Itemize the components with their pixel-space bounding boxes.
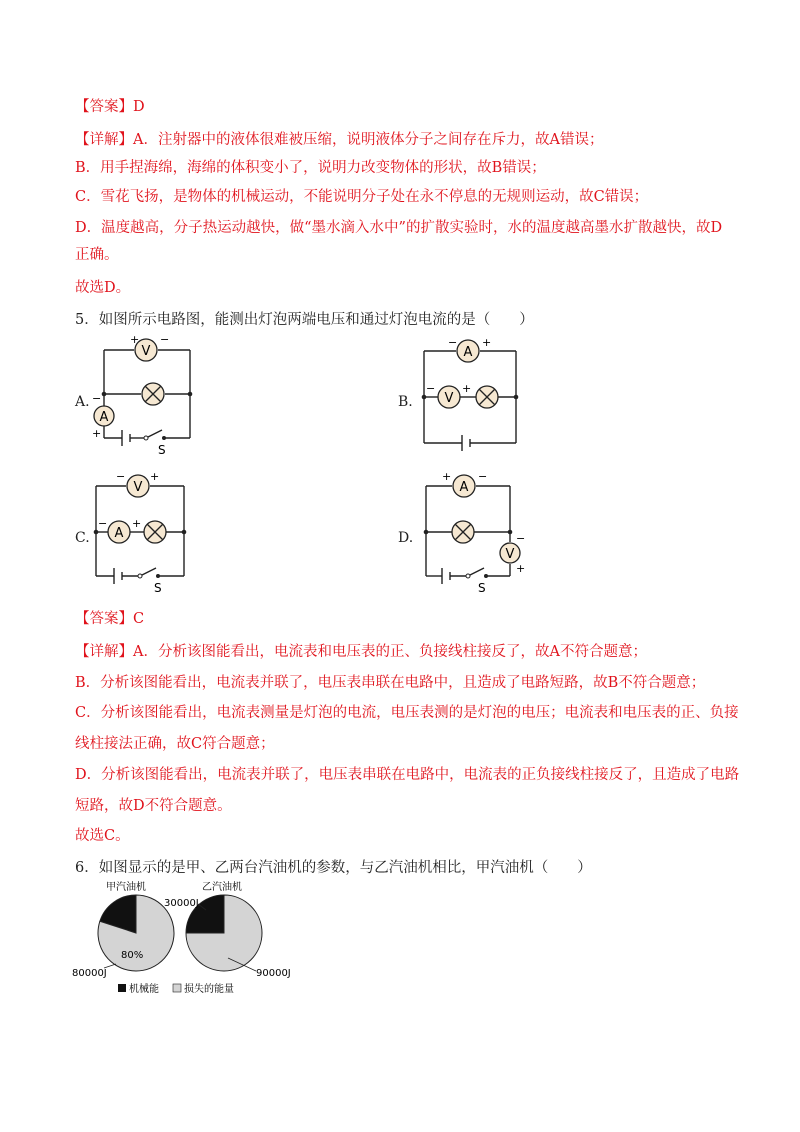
circuit-c-diagram — [88, 466, 200, 596]
pie-title-yi: 乙汽油机 — [202, 882, 242, 893]
q5-detail-line: C．分析该图能看出，电流表测量是灯泡的电流，电压表测的是灯泡的电压；电流表和电压表的正、负接 — [75, 705, 739, 721]
q5-detail-line: D．分析该图能看出，电流表并联了，电压表串联在电路中，电流表的正负接线柱接反了，且造成了电路 — [75, 767, 740, 783]
pie-yi-lost-label: 90000J — [256, 968, 291, 979]
pie-title-jia: 甲汽油机 — [106, 882, 146, 893]
svg-text:−: − — [92, 392, 102, 405]
svg-text:+: + — [516, 562, 526, 575]
engine-pie-charts — [68, 878, 308, 1000]
legend-swatch-mechanical — [118, 984, 126, 992]
q5-detail-line: B．分析该图能看出，电流表并联了，电压表串联在电路中，且造成了电路短路，故B不符合题意； — [75, 675, 706, 691]
q5-detail-line: 线柱接法正确，故C符合题意； — [75, 736, 275, 752]
svg-text:+: + — [92, 427, 102, 440]
q5-detail-line: 短路，故D不符合题意。 — [75, 798, 232, 814]
q6-question: 6．如图显示的是甲、乙两台汽油机的参数，与乙汽油机相比，甲汽油机（ ） — [75, 860, 592, 876]
svg-text:+: + — [462, 382, 472, 395]
svg-text:+: + — [130, 333, 140, 346]
q5-detail-line: 【详解】A．分析该图能看出，电流表和电压表的正、负接线柱接反了，故A不符合题意； — [75, 644, 647, 660]
q4-choice: 故选D。 — [75, 280, 131, 296]
svg-text:V: V — [444, 391, 454, 406]
option-a-label: A. — [75, 394, 90, 410]
svg-text:A: A — [463, 345, 473, 360]
svg-text:−: − — [116, 470, 126, 483]
option-b-label: B. — [398, 394, 413, 410]
pie-jia-percent-label: 80% — [121, 950, 144, 961]
svg-text:A: A — [459, 480, 469, 495]
legend-swatch-lost — [173, 984, 181, 992]
svg-text:−: − — [516, 532, 526, 545]
svg-text:V: V — [505, 547, 515, 562]
legend-mechanical: 机械能 — [129, 984, 159, 995]
legend-lost: 损失的能量 — [184, 984, 234, 995]
option-c-label: C. — [75, 530, 90, 546]
svg-text:S: S — [154, 581, 162, 595]
svg-text:A: A — [99, 410, 109, 425]
svg-text:V: V — [133, 480, 143, 495]
q4-detail-line: B．用手捏海绵，海绵的体积变小了，说明力改变物体的形状，故B错误； — [75, 160, 546, 176]
circuit-d-diagram — [412, 466, 528, 596]
q4-detail-line: 正确。 — [75, 247, 119, 263]
svg-text:+: + — [150, 470, 160, 483]
svg-text:+: + — [442, 470, 452, 483]
svg-text:−: − — [478, 470, 488, 483]
q4-detail-line: C．雪花飞扬，是物体的机械运动，不能说明分子处在永不停息的无规则运动，故C错误； — [75, 189, 649, 205]
pie-yi-mech-label: 30000J — [164, 898, 199, 909]
svg-text:S: S — [158, 443, 166, 457]
svg-text:A: A — [114, 526, 124, 541]
svg-text:−: − — [426, 382, 436, 395]
q4-detail-line: 【详解】A．注射器中的液体很难被压缩，说明液体分子之间存在斥力，故A错误； — [75, 132, 604, 148]
svg-text:−: − — [98, 517, 108, 530]
circuit-b-diagram — [412, 333, 524, 453]
svg-text:−: − — [448, 336, 458, 349]
option-d-label: D. — [398, 530, 414, 546]
q5-choice: 故选C。 — [75, 828, 130, 844]
svg-text:+: + — [482, 336, 492, 349]
svg-text:+: + — [132, 517, 142, 530]
svg-text:V: V — [141, 344, 151, 359]
q4-answer: 【答案】D — [75, 99, 145, 115]
q5-answer: 【答案】C — [75, 611, 145, 627]
svg-text:S: S — [478, 581, 486, 595]
q4-detail-line: D．温度越高，分子热运动越快，做“墨水滴入水中”的扩散实验时，水的温度越高墨水扩散越快，故D — [75, 220, 723, 236]
q5-question: 5．如图所示电路图，能测出灯泡两端电压和通过灯泡电流的是（ ） — [75, 312, 534, 328]
pie-jia-lost-label: 80000J — [72, 968, 107, 979]
svg-text:−: − — [160, 333, 170, 346]
circuit-a-diagram — [88, 330, 208, 460]
